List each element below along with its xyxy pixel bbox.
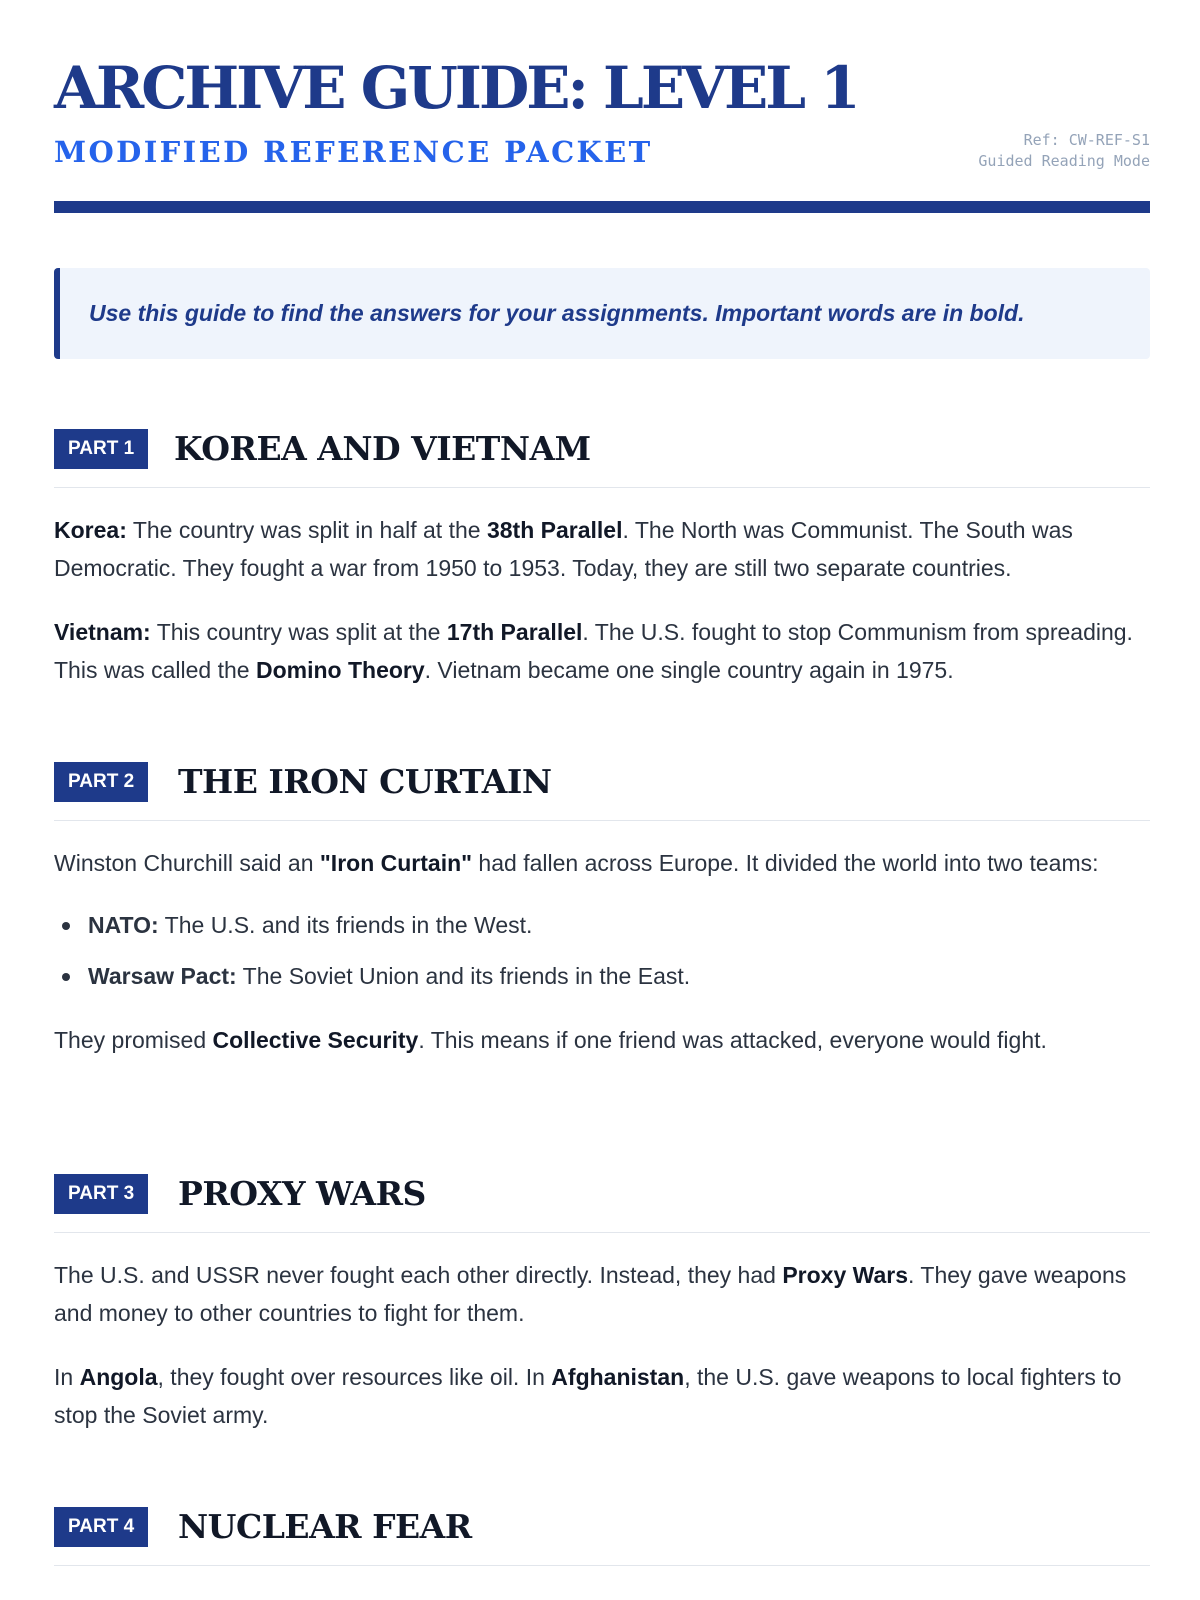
bullet-icon	[62, 973, 70, 981]
list-item: Warsaw Pact: The Soviet Union and its friends in the East.	[54, 957, 1150, 995]
bold-term: "Iron Curtain"	[319, 850, 473, 876]
bold-term: Warsaw Pact:	[88, 963, 237, 989]
section-header	[54, 1507, 1150, 1566]
bold-term: Angola	[79, 1364, 158, 1390]
page-subtitle: MODIFIED REFERENCE PACKET	[54, 135, 653, 169]
paragraph-korea: Korea: The country was split in half at the 38th Parallel. The North was Communist. The South was Democratic. They fought a war from 1950 to 1953. Today, they are still two separate countries.	[54, 517, 1073, 581]
section-header	[54, 762, 1150, 821]
section-header	[54, 1174, 1150, 1233]
part-badge: PART 2	[54, 762, 148, 802]
section-part-4	[54, 1507, 1150, 1566]
section-title: KOREA AND VIETNAM	[174, 429, 591, 468]
bold-term: 17th Parallel	[446, 619, 583, 645]
paragraph-angola-afghanistan: In Angola, they fought over resources like oil. In Afghanistan, the U.S. gave weapons to local fighters to stop the Soviet army.	[54, 1364, 1122, 1428]
instruction-text: Use this guide to find the answers for your assignments. Important words are in bold.	[89, 300, 1025, 326]
section-part-3	[54, 1174, 1150, 1434]
bullet-icon	[62, 922, 70, 930]
reference-packet-page	[54, 0, 1150, 1600]
section-title: PROXY WARS	[178, 1174, 426, 1213]
document-meta	[978, 130, 1150, 172]
list-item: NATO: The U.S. and its friends in the West.	[54, 906, 1150, 944]
page-header	[54, 52, 1150, 212]
section-title: THE IRON CURTAIN	[178, 762, 552, 801]
bold-term: NATO:	[88, 912, 159, 938]
bold-term: Collective Security	[212, 1027, 419, 1053]
instruction-callout	[54, 268, 1150, 359]
section-body	[54, 821, 1150, 1059]
part-badge: PART 1	[54, 429, 148, 469]
alliance-list	[54, 906, 1150, 995]
section-part-1	[54, 429, 1150, 689]
section-body	[54, 488, 1150, 689]
reading-mode: Guided Reading Mode	[978, 152, 1150, 170]
section-part-2	[54, 762, 1150, 1059]
section-header	[54, 429, 1150, 488]
part-badge: PART 4	[54, 1507, 148, 1547]
bold-term: Afghanistan	[551, 1364, 685, 1390]
section-title: NUCLEAR FEAR	[178, 1507, 472, 1546]
reference-code: Ref: CW-REF-S1	[1023, 131, 1150, 149]
header-divider	[54, 201, 1150, 213]
page-title: ARCHIVE GUIDE: LEVEL 1	[54, 54, 858, 122]
bold-term: Proxy Wars	[782, 1262, 909, 1288]
paragraph-proxy-wars: The U.S. and USSR never fought each other directly. Instead, they had Proxy Wars. They gave weapons and money to other countries to fight for them.	[54, 1262, 1127, 1326]
section-body	[54, 1233, 1150, 1434]
bold-term: Domino Theory	[255, 657, 425, 683]
bold-term: 38th Parallel	[486, 517, 623, 543]
paragraph-collective-security: They promised Collective Security. This means if one friend was attacked, everyone would fight.	[54, 1027, 1047, 1053]
part-badge: PART 3	[54, 1174, 148, 1214]
bold-term: Vietnam:	[54, 619, 151, 645]
paragraph-iron-curtain: Winston Churchill said an "Iron Curtain" had fallen across Europe. It divided the world into two teams:	[54, 850, 1099, 876]
bold-term: Korea:	[54, 517, 127, 543]
paragraph-vietnam: Vietnam: This country was split at the 17th Parallel. The U.S. fought to stop Communism from spreading. This was called the Domino Theory. Vietnam became one single country again in 1975.	[54, 619, 1133, 683]
